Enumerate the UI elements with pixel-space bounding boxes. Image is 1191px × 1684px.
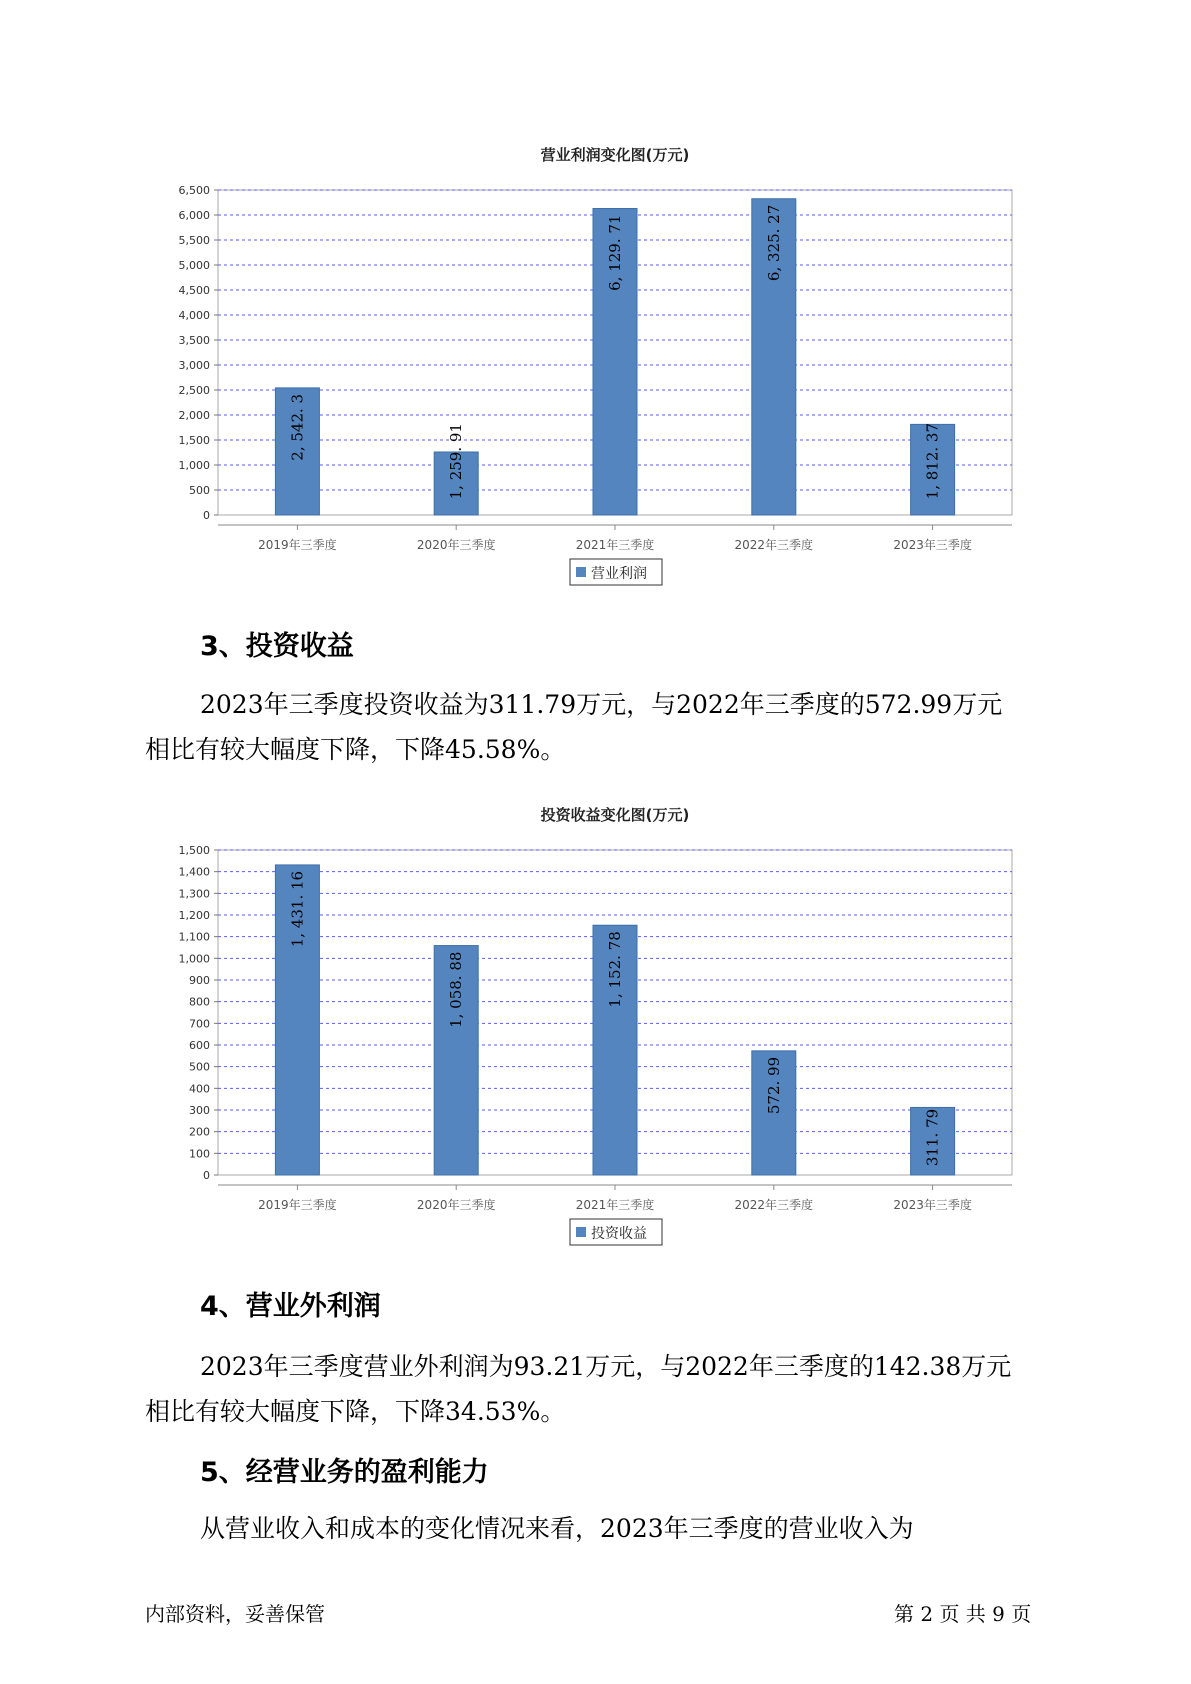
paragraph-line: 从营业收入和成本的变化情况来看，2023年三季度的营业收入为 [200,1514,914,1543]
x-tick-label: 2023年三季度 [893,1198,972,1212]
y-tick-label: 1,300 [178,887,210,901]
y-tick-label: 500 [189,484,210,497]
y-tick-label: 1,500 [178,434,210,447]
legend-label: 营业利润 [591,566,647,582]
y-tick-label: 1,500 [178,844,210,857]
x-tick-label: 2022年三季度 [734,538,814,552]
legend [570,1219,662,1245]
x-tick-label: 2021年三季度 [575,538,655,552]
section-heading-investment-income: 3、投资收益 [200,631,354,662]
x-tick-label: 2020年三季度 [416,538,496,552]
y-tick-label: 3,500 [178,334,210,347]
y-tick-label: 500 [189,1060,210,1074]
y-tick-label: 3,000 [178,359,210,372]
investment-income-chart [0,790,1191,1260]
data-label: 311. 79 [923,1108,942,1167]
paragraph-line: 2023年三季度投资收益为311.79万元，与2022年三季度的572.99万元 [200,690,1003,719]
data-label: 1, 812. 37 [923,423,942,500]
footer-confidential-note: 内部资料，妥善保管 [145,1602,325,1626]
chart-title: 投资收益变化图(万元) [540,806,690,824]
y-tick-label: 2,000 [178,409,210,422]
x-tick-label: 2022年三季度 [734,1198,814,1212]
legend [570,559,662,585]
legend-label: 投资收益 [591,1226,647,1242]
y-tick-label: 5,500 [178,234,210,247]
y-tick-label: 5,000 [178,259,210,272]
y-tick-label: 900 [189,974,210,987]
x-tick-label: 2023年三季度 [893,538,972,552]
data-label: 2, 542. 3 [288,393,307,461]
y-tick-label: 6,500 [178,184,210,197]
investment-income-chart-svg [0,790,1191,1260]
y-tick-label: 1,400 [178,865,210,879]
y-tick-label: 1,200 [178,909,210,922]
x-tick-label: 2020年三季度 [416,1198,496,1212]
section-heading-profitability: 5、经营业务的盈利能力 [200,1457,489,1488]
y-tick-label: 400 [189,1082,210,1096]
y-tick-label: 1,000 [178,459,210,472]
y-tick-label: 0 [203,1169,210,1182]
operating-profit-chart-svg [0,130,1191,600]
y-tick-label: 4,500 [178,284,210,297]
paragraph-line: 相比有较大幅度下降，下降34.53%。 [145,1397,566,1426]
y-tick-label: 2,500 [178,384,210,397]
y-tick-label: 700 [189,1017,210,1031]
y-tick-label: 200 [189,1125,210,1139]
data-label: 1, 431. 16 [288,870,307,948]
x-tick-label: 2021年三季度 [575,1198,655,1212]
y-tick-label: 1,100 [178,930,210,944]
data-label: 1, 152. 78 [606,931,624,1008]
x-tick-label: 2019年三季度 [258,1198,337,1212]
legend-swatch [576,567,586,577]
y-tick-label: 1,000 [178,952,210,966]
y-tick-label: 600 [189,1039,210,1052]
y-tick-label: 0 [203,509,210,522]
data-label: 6, 129. 71 [606,214,624,291]
operating-profit-chart [0,130,1191,600]
y-tick-label: 4,000 [178,309,210,322]
profitability-paragraph [145,1506,1055,1551]
x-tick-label: 2019年三季度 [258,538,337,552]
y-tick-label: 100 [189,1147,210,1161]
data-label: 1, 259. 91 [447,423,466,500]
paragraph-line: 2023年三季度营业外利润为93.21万元，与2022年三季度的142.38万元 [200,1352,1012,1381]
paragraph-line: 相比有较大幅度下降，下降45.58%。 [145,735,566,764]
non-operating-profit-paragraph [145,1344,1055,1434]
footer-page-number: 第 2 页 共 9 页 [894,1602,1032,1626]
data-label: 1, 058. 88 [447,951,466,1028]
y-tick-label: 800 [189,995,210,1009]
data-label: 6, 325. 27 [764,204,783,282]
investment-income-paragraph [145,682,1055,772]
y-tick-label: 300 [189,1104,210,1117]
section-heading-non-operating-profit: 4、营业外利润 [200,1291,381,1322]
y-tick-label: 6,000 [178,209,210,222]
chart-title: 营业利润变化图(万元) [540,146,690,164]
legend-swatch [576,1227,586,1237]
data-label: 572. 99 [764,1056,783,1115]
